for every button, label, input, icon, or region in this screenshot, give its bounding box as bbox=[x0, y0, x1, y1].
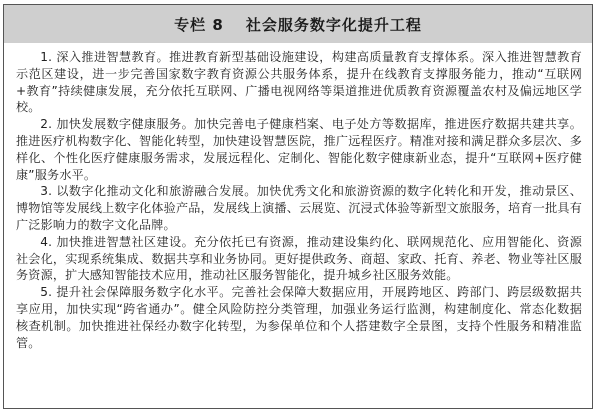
paragraph-smart-community: 4. 加快推进智慧社区建设。充分依托已有资源，推动建设集约化、联网规范化、应用智能化、资源社会化，实现系统集成、数据共享和业务协同。更好提供政务、商超、家政、托育、养老、物业等社区服务资源，扩大感知智能技术应用，推动社区服务智能化，提升城乡社区服务效能。 bbox=[16, 234, 582, 283]
column-title-band bbox=[4, 5, 592, 43]
column-content bbox=[16, 49, 582, 351]
paragraph-social-security: 5. 提升社会保障服务数字化水平。完善社会保障大数据应用，开展跨地区、跨部门、跨层级数据共享应用，加快实现“跨省通办”。健全风险防控分类管理，加强业务运行监测，构建制度化、常态化数据核查机制。加快推进社保经办数字化转型，为参保单位和个人搭建数字全景图，支持个性服务和精准监管。 bbox=[16, 285, 582, 350]
paragraph-culture-tourism: 3. 以数字化推动文化和旅游融合发展。加快优秀文化和旅游资源的数字化转化和开发，推动景区、博物馆等发展线上数字化体验产品，发展线上演播、云展览、沉浸式体验等新型文旅服务，培育一批具有广泛影响力的数字文化品牌。 bbox=[16, 184, 582, 232]
column-title: 社会服务数字化提升工程 bbox=[245, 15, 422, 34]
paragraph-digital-health: 2. 加快发展数字健康服务。加快完善电子健康档案、电子处方等数据库，推进医疗数据共建共享。推进医疗机构数字化、智能化转型，加快建设智慧医院，推广远程医疗。精准对接和满足群众多层次、多样化、个性化医疗健康服务需求，发展远程化、定制化、智能化数字健康新业态，提升“互联网+医疗健康”服务水平。 bbox=[16, 117, 582, 182]
column-number: 专栏 8 bbox=[174, 15, 224, 34]
column-box bbox=[3, 4, 593, 409]
paragraph-smart-education: 1. 深入推进智慧教育。推进教育新型基础设施建设，构建高质量教育支撑体系。深入推进智慧教育示范区建设，进一步完善国家数字教育资源公共服务体系，提升在线教育支撑服务能力，推动“互联网+教育”持续健康发展，充分依托互联网、广播电视网络等渠道推进优质教育资源覆盖农村及偏远地区学校。 bbox=[16, 50, 582, 115]
